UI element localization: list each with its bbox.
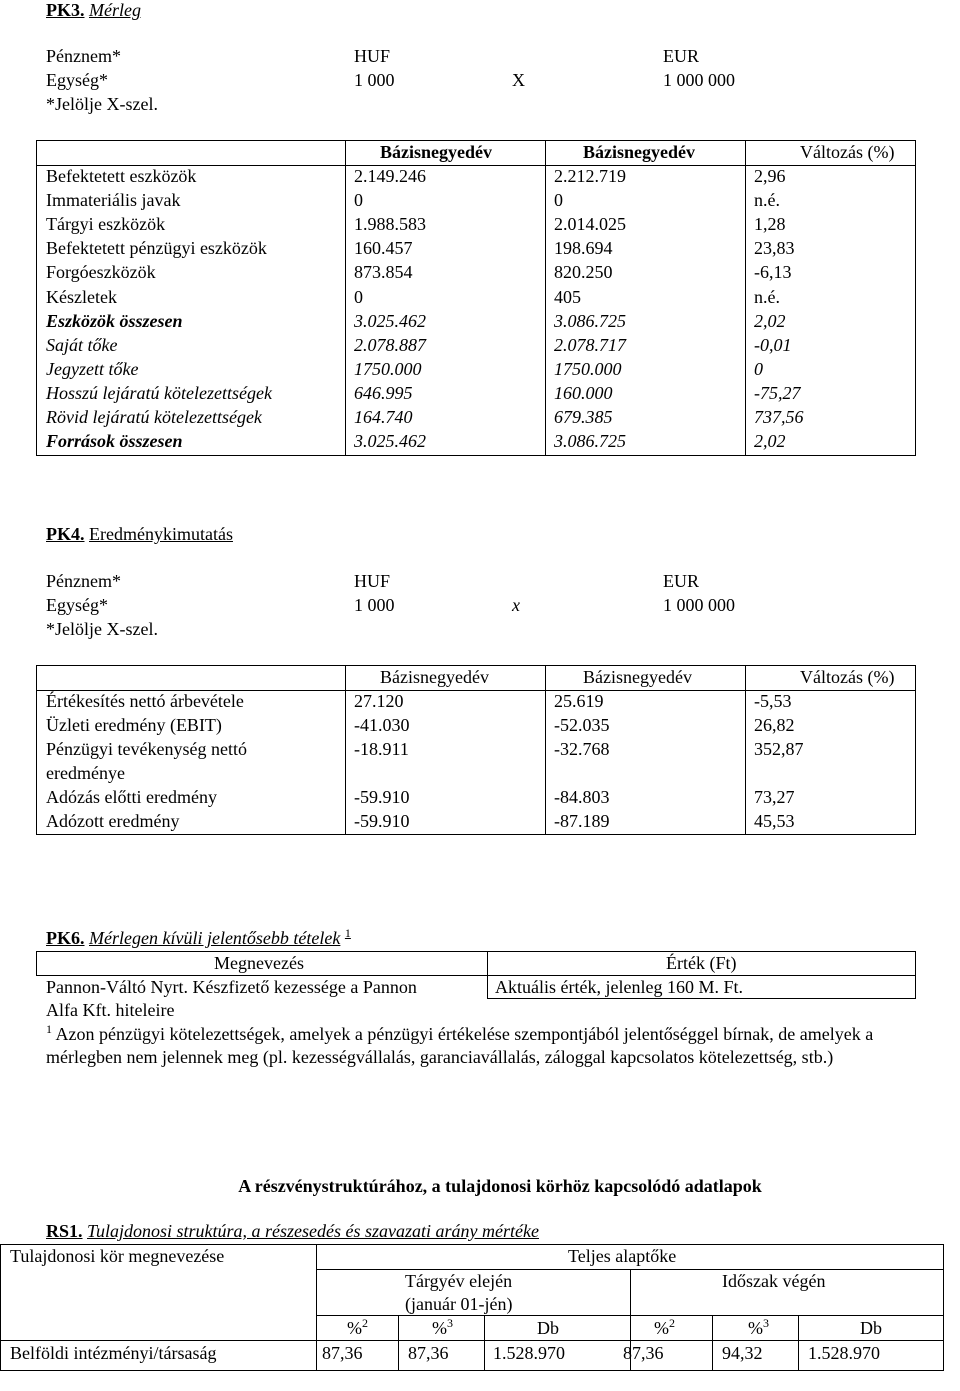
table-cell-change: 26,82 [754, 715, 795, 735]
table-cell-base1: 3.025.462 [354, 431, 426, 451]
section-title: A részvénystruktúrához, a tulajdonosi körhöz kapcsolódó adatlapok [238, 1176, 762, 1196]
pk6-row-name-1: Pannon-Váltó Nyrt. Készfizető kezessége a Pannon [46, 977, 417, 997]
pk6-title: Mérlegen kívüli jelentősebb tételek [89, 928, 341, 948]
pk6-mid-edge [487, 951, 488, 998]
pk6-top-line [36, 951, 916, 952]
table-cell-change: -75,27 [754, 383, 801, 403]
rs1-vote-end [748, 1318, 769, 1339]
unit-1000000: 1 000 000 [663, 70, 735, 90]
table-row-label: Üzleti eredmény (EBIT) [46, 715, 222, 735]
table-cell-base2: -32.768 [554, 739, 610, 759]
rs1-pct-end [654, 1318, 675, 1339]
rs1-heading [46, 1221, 539, 1242]
rs1-row-label: Belföldi intézményi/társaság [10, 1343, 217, 1363]
table-cell-change: n.é. [754, 287, 780, 307]
rs1-total-header: Teljes alaptőke [568, 1246, 677, 1266]
rs1-sep-data [0, 1340, 944, 1341]
pk6-footnote-text-1: Azon pénzügyi kötelezettségek, amelyek a pénzügyi értékelése szempontjából jelentőséggel bírnak, de amelyek a [52, 1024, 874, 1044]
rs1-sep-c1 [398, 1315, 399, 1371]
rs1-sep-c2 [484, 1315, 485, 1371]
rs1-row-pct-start: 87,36 [322, 1343, 363, 1363]
table-row-label: Pénzügyi tevékenység nettó [46, 739, 247, 759]
pk3-heading [46, 0, 141, 21]
table-cell-change: 73,27 [754, 787, 795, 807]
currency-huf: HUF [354, 46, 391, 66]
rs1-db-end: Db [860, 1318, 882, 1338]
pct-sign: % [432, 1318, 447, 1338]
unit-label: Egység* [46, 595, 108, 615]
rs1-sep-sub [316, 1315, 944, 1316]
pct-sign: % [748, 1318, 763, 1338]
rs1-vote-start [432, 1318, 453, 1339]
table-cell-base2: 2.212.719 [554, 166, 626, 186]
unit-1000: 1 000 [354, 70, 395, 90]
currency-eur: EUR [663, 46, 699, 66]
unit-1000000: 1 000 000 [663, 595, 735, 615]
table-cell-change: -5,53 [754, 691, 792, 711]
table-cell-change: 45,53 [754, 811, 795, 831]
pk6-code: PK6. [46, 928, 85, 948]
footnote-3: 3 [763, 1316, 769, 1330]
rs1-sep-owner [316, 1244, 317, 1371]
rs1-row-vote-end: 94,32 [722, 1343, 763, 1363]
table-cell-base2: 820.250 [554, 262, 613, 282]
table-row-label: Befektetett eszközök [46, 166, 197, 186]
pk6-footnote-ref: 1 [344, 926, 351, 940]
table-row-label: Eszközök összesen [46, 311, 183, 331]
unit-label: Egység* [46, 70, 108, 90]
pk6-value-bottom [487, 998, 916, 999]
pk4-header-base1: Bázisnegyedév [380, 667, 489, 687]
table-cell-change: 737,56 [754, 407, 804, 427]
table-row-label: Befektetett pénzügyi eszközök [46, 238, 267, 258]
rs1-sep-c5 [798, 1315, 799, 1371]
table-cell-base1: -59.910 [354, 811, 410, 831]
table-cell-base2: 2.078.717 [554, 335, 626, 355]
table-row-label: Saját tőke [46, 335, 118, 355]
table-cell-change: -6,13 [754, 262, 792, 282]
table-cell-base1: 160.457 [354, 238, 413, 258]
table-cell-base1: 1.988.583 [354, 214, 426, 234]
rs1-row-pct-end: 87,36 [623, 1343, 664, 1363]
table-cell-change: 2,02 [754, 431, 786, 451]
table-cell-change: 2,96 [754, 166, 786, 186]
table-cell-base1: 27.120 [354, 691, 404, 711]
table-cell-base1: -59.910 [354, 787, 410, 807]
pk3-header-change: Változás (%) [800, 142, 895, 162]
pk4-header-change: Változás (%) [800, 667, 895, 687]
pk4-code: PK4. [46, 524, 85, 544]
table-cell-base2: -87.189 [554, 811, 610, 831]
rs1-owner-header: Tulajdonosi kör megnevezése [10, 1246, 225, 1266]
table-row-label: Rövid lejáratú kötelezettségek [46, 407, 262, 427]
rs1-row-db-end: 1.528.970 [808, 1343, 880, 1363]
pk3-title: Mérleg [89, 0, 141, 20]
table-row-label: Források összesen [46, 431, 183, 451]
unit-mark: X [512, 70, 525, 90]
pct-sign: % [347, 1318, 362, 1338]
pk6-right-edge [915, 951, 916, 998]
currency-label: Pénznem* [46, 571, 121, 591]
pk3-col-sep-2 [545, 140, 546, 456]
table-cell-change: 352,87 [754, 739, 804, 759]
table-cell-base2: 405 [554, 287, 581, 307]
table-cell-change: 1,28 [754, 214, 786, 234]
footnote-2: 2 [362, 1316, 368, 1330]
table-cell-base1: 0 [354, 190, 363, 210]
table-cell-base2: 2.014.025 [554, 214, 626, 234]
table-row-label-cont: eredménye [46, 763, 125, 783]
pct-sign: % [654, 1318, 669, 1338]
rs1-db-start: Db [537, 1318, 559, 1338]
table-row-label: Forgóeszközök [46, 262, 156, 282]
pk4-header-base2: Bázisnegyedév [583, 667, 692, 687]
currency-eur: EUR [663, 571, 699, 591]
table-cell-base2: -84.803 [554, 787, 610, 807]
table-cell-change: n.é. [754, 190, 780, 210]
pk6-heading [46, 928, 351, 949]
pk3-code: PK3. [46, 0, 85, 20]
table-cell-base2: 25.619 [554, 691, 604, 711]
table-cell-base2: 679.385 [554, 407, 613, 427]
table-cell-change: 2,02 [754, 311, 786, 331]
pk3-header-base2: Bázisnegyedév [583, 142, 695, 162]
table-cell-change: 23,83 [754, 238, 795, 258]
table-row-label: Tárgyi eszközök [46, 214, 166, 234]
table-cell-base1: 1750.000 [354, 359, 422, 379]
pk4-title: Eredménykimutatás [89, 524, 233, 544]
unit-note: *Jelölje X-szel. [46, 619, 158, 639]
pk6-col-value: Érték (Ft) [666, 953, 737, 973]
table-row-label: Adózott eredmény [46, 811, 180, 831]
rs1-end-header: Időszak végén [722, 1271, 826, 1291]
rs1-sep-c4 [712, 1315, 713, 1371]
pk6-footnote-1 [46, 1024, 873, 1045]
table-cell-base2: -52.035 [554, 715, 610, 735]
footnote-3: 3 [447, 1316, 453, 1330]
footnote-2: 2 [669, 1316, 675, 1330]
pk6-row-value: Aktuális érték, jelenleg 160 M. Ft. [495, 977, 743, 997]
currency-huf: HUF [354, 571, 391, 591]
rs1-start-header-2: (január 01-jén) [405, 1294, 513, 1314]
currency-label: Pénznem* [46, 46, 121, 66]
rs1-row-db-start: 1.528.970 [493, 1343, 565, 1363]
rs1-start-header: Tárgyév elején [405, 1271, 513, 1291]
pk3-col-sep-1 [345, 140, 346, 456]
table-cell-change: 0 [754, 359, 763, 379]
table-cell-base2: 160.000 [554, 383, 613, 403]
table-cell-base1: 0 [354, 287, 363, 307]
table-cell-base2: 1750.000 [554, 359, 622, 379]
table-cell-base1: 2.149.246 [354, 166, 426, 186]
pk6-footnote-2: mérlegben nem jelennek meg (pl. kezességvállalás, garanciavállalás, záloggal kapcsolatos kötelezettség, stb.) [46, 1047, 834, 1067]
table-row-label: Immateriális javak [46, 190, 181, 210]
table-row-label: Adózás előtti eredmény [46, 787, 217, 807]
table-cell-base2: 3.086.725 [554, 431, 626, 451]
table-cell-base1: 2.078.887 [354, 335, 426, 355]
table-cell-base1: 3.025.462 [354, 311, 426, 331]
table-cell-base2: 3.086.725 [554, 311, 626, 331]
unit-note: *Jelölje X-szel. [46, 94, 158, 114]
table-cell-base2: 198.694 [554, 238, 613, 258]
pk3-header-base1: Bázisnegyedév [380, 142, 492, 162]
rs1-title: Tulajdonosi struktúra, a részesedés és szavazati arány mértéke [87, 1221, 539, 1241]
pk6-col-name: Megnevezés [214, 953, 304, 973]
unit-mark: x [512, 595, 520, 615]
unit-1000: 1 000 [354, 595, 395, 615]
table-cell-base1: 646.995 [354, 383, 413, 403]
table-row-label: Készletek [46, 287, 117, 307]
table-cell-base2: 0 [554, 190, 563, 210]
rs1-pct-start [347, 1318, 368, 1339]
table-cell-change: -0,01 [754, 335, 792, 355]
pk6-footnote-number: 1 [46, 1022, 52, 1036]
pk6-header-sep [36, 975, 916, 976]
table-row-label: Értékesítés nettó árbevétele [46, 691, 244, 711]
table-cell-base1: 873.854 [354, 262, 413, 282]
rs1-row-vote-start: 87,36 [408, 1343, 449, 1363]
table-row-label: Jegyzett tőke [46, 359, 139, 379]
pk6-row-name-2: Alfa Kft. hiteleire [46, 1000, 175, 1020]
table-cell-base1: 164.740 [354, 407, 413, 427]
table-cell-base1: -41.030 [354, 715, 410, 735]
table-row-label: Hosszú lejáratú kötelezettségek [46, 383, 272, 403]
pk3-col-sep-3 [745, 140, 746, 456]
rs1-code: RS1. [46, 1221, 83, 1241]
pk6-left-edge [36, 951, 37, 975]
pk4-heading [46, 524, 233, 545]
table-cell-base1: -18.911 [354, 739, 409, 759]
